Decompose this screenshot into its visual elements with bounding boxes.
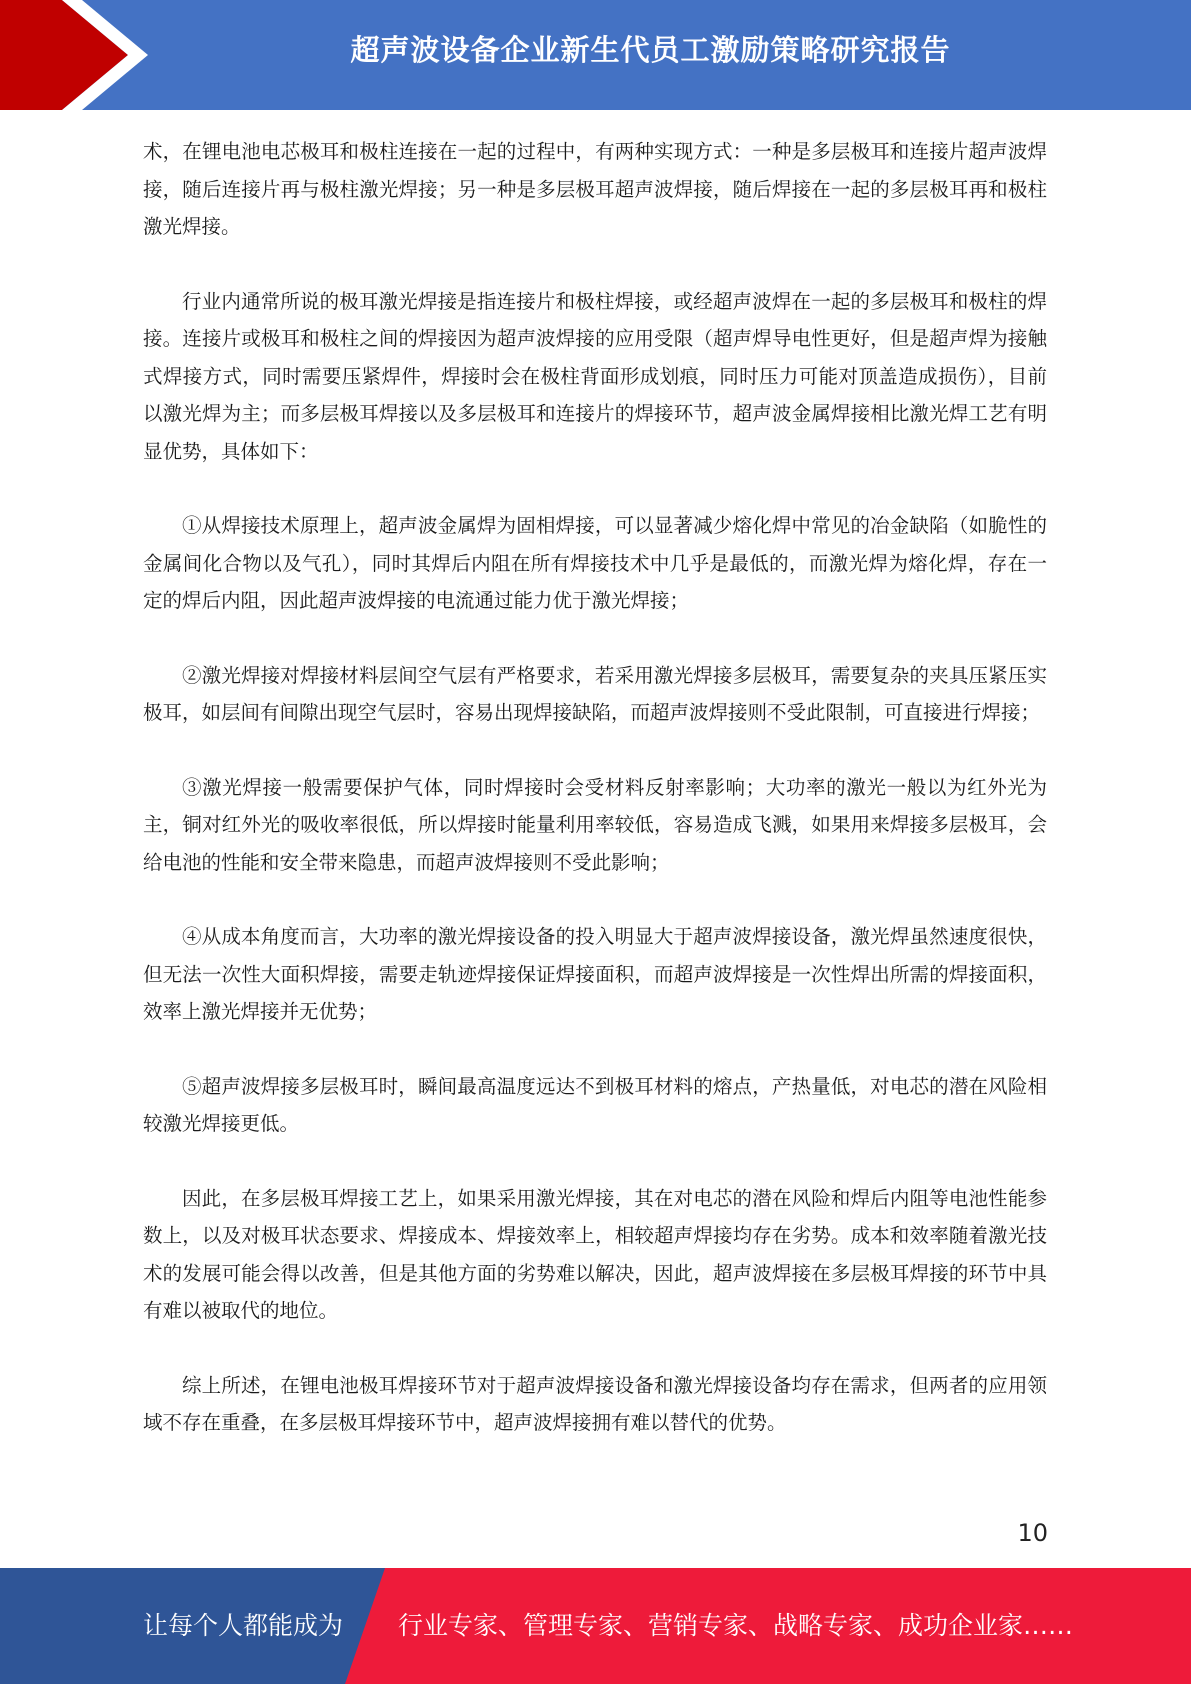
paragraph-2: 行业内通常所说的极耳激光焊接是指连接片和极柱焊接，或经超声波焊在一起的多层极耳和极柱的焊接。连接片或极耳和极柱之间的焊接因为超声波焊接的应用受限（超声焊导电性更好，但是超声焊为接触式焊接方式，同时需要压紧焊件，焊接时会在极柱背面形成划痕，同时压力可能对顶盖造成损伤），目前以激光焊为主；而多层极耳焊接以及多层极耳和连接片的焊接环节，超声波金属焊接相比激光焊工艺有明显优势，具体如下： (143, 289, 1047, 463)
paragraph-9: 综上所述，在锂电池极耳焊接环节对于超声波焊接设备和激光焊接设备均存在需求，但两者的应用领域不存在重叠，在多层极耳焊接环节中，超声波焊接拥有难以替代的优势。 (143, 1373, 1047, 1434)
header-arrow-decoration (0, 0, 150, 110)
paragraph-6: ④从成本角度而言，大功率的激光焊接设备的投入明显大于超声波焊接设备，激光焊虽然速度很快，但无法一次性大面积焊接，需要走轨迹焊接保证焊接面积，而超声波焊接是一次性焊出所需的焊接面积，效率上激光焊接并无优势； (143, 925, 1047, 1023)
paragraph-7: ⑤超声波焊接多层极耳时，瞬间最高温度远达不到极耳材料的熔点，产热量低，对电芯的潜在风险相较激光焊接更低。 (143, 1074, 1047, 1135)
paragraph-5: ③激光焊接一般需要保护气体，同时焊接时会受材料反射率影响；大功率的激光一般以为红外光为主，铜对红外光的吸收率很低，所以焊接时能量利用率较低，容易造成飞溅，如果用来焊接多层极耳，会给电池的性能和安全带来隐患，而超声波焊接则不受此影响； (143, 775, 1047, 874)
report-title: 超声波设备企业新生代员工激励策略研究报告 (350, 33, 951, 67)
page-number: 10 (1017, 1519, 1048, 1547)
paragraph-8: 因此，在多层极耳焊接工艺上，如果采用激光焊接，其在对电芯的潜在风险和焊后内阻等电池性能参数上，以及对极耳状态要求、焊接成本、焊接效率上，相较超声焊接均存在劣势。成本和效率随着激光技术的发展可能会得以改善，但是其他方面的劣势难以解决，因此，超声波焊接在多层极耳焊接的环节中具有难以被取代的地位。 (143, 1186, 1047, 1322)
paragraph-4: ②激光焊接对焊接材料层间空气层有严格要求，若采用激光焊接多层极耳，需要复杂的夹具压紧压实极耳，如层间有间隙出现空气层时，容易出现焊接缺陷，而超声波焊接则不受此限制，可直接进行焊接； (143, 663, 1047, 724)
paragraph-3: ①从焊接技术原理上，超声波金属焊为固相焊接，可以显著减少熔化焊中常见的冶金缺陷（如脆性的金属间化合物以及气孔），同时其焊后内阻在所有焊接技术中几乎是最低的，而激光焊为熔化焊，存在一定的焊后内阻，因此超声波焊接的电流通过能力优于激光焊接； (143, 514, 1047, 612)
page-header (0, 0, 1191, 110)
paragraph-1: 术，在锂电池电芯极耳和极柱连接在一起的过程中，有两种实现方式：一种是多层极耳和连接片超声波焊接，随后连接片再与极柱激光焊接；另一种是多层极耳超声波焊接，随后焊接在一起的多层极耳再和极柱激光焊接。 (143, 140, 1047, 238)
page-footer (0, 1568, 1191, 1684)
document-body (143, 133, 1047, 1479)
footer-slogan-right: 行业专家、管理专家、营销专家、战略专家、成功企业家…… (398, 1611, 1074, 1640)
footer-slogan-left: 让每个人都能成为 (143, 1611, 344, 1640)
